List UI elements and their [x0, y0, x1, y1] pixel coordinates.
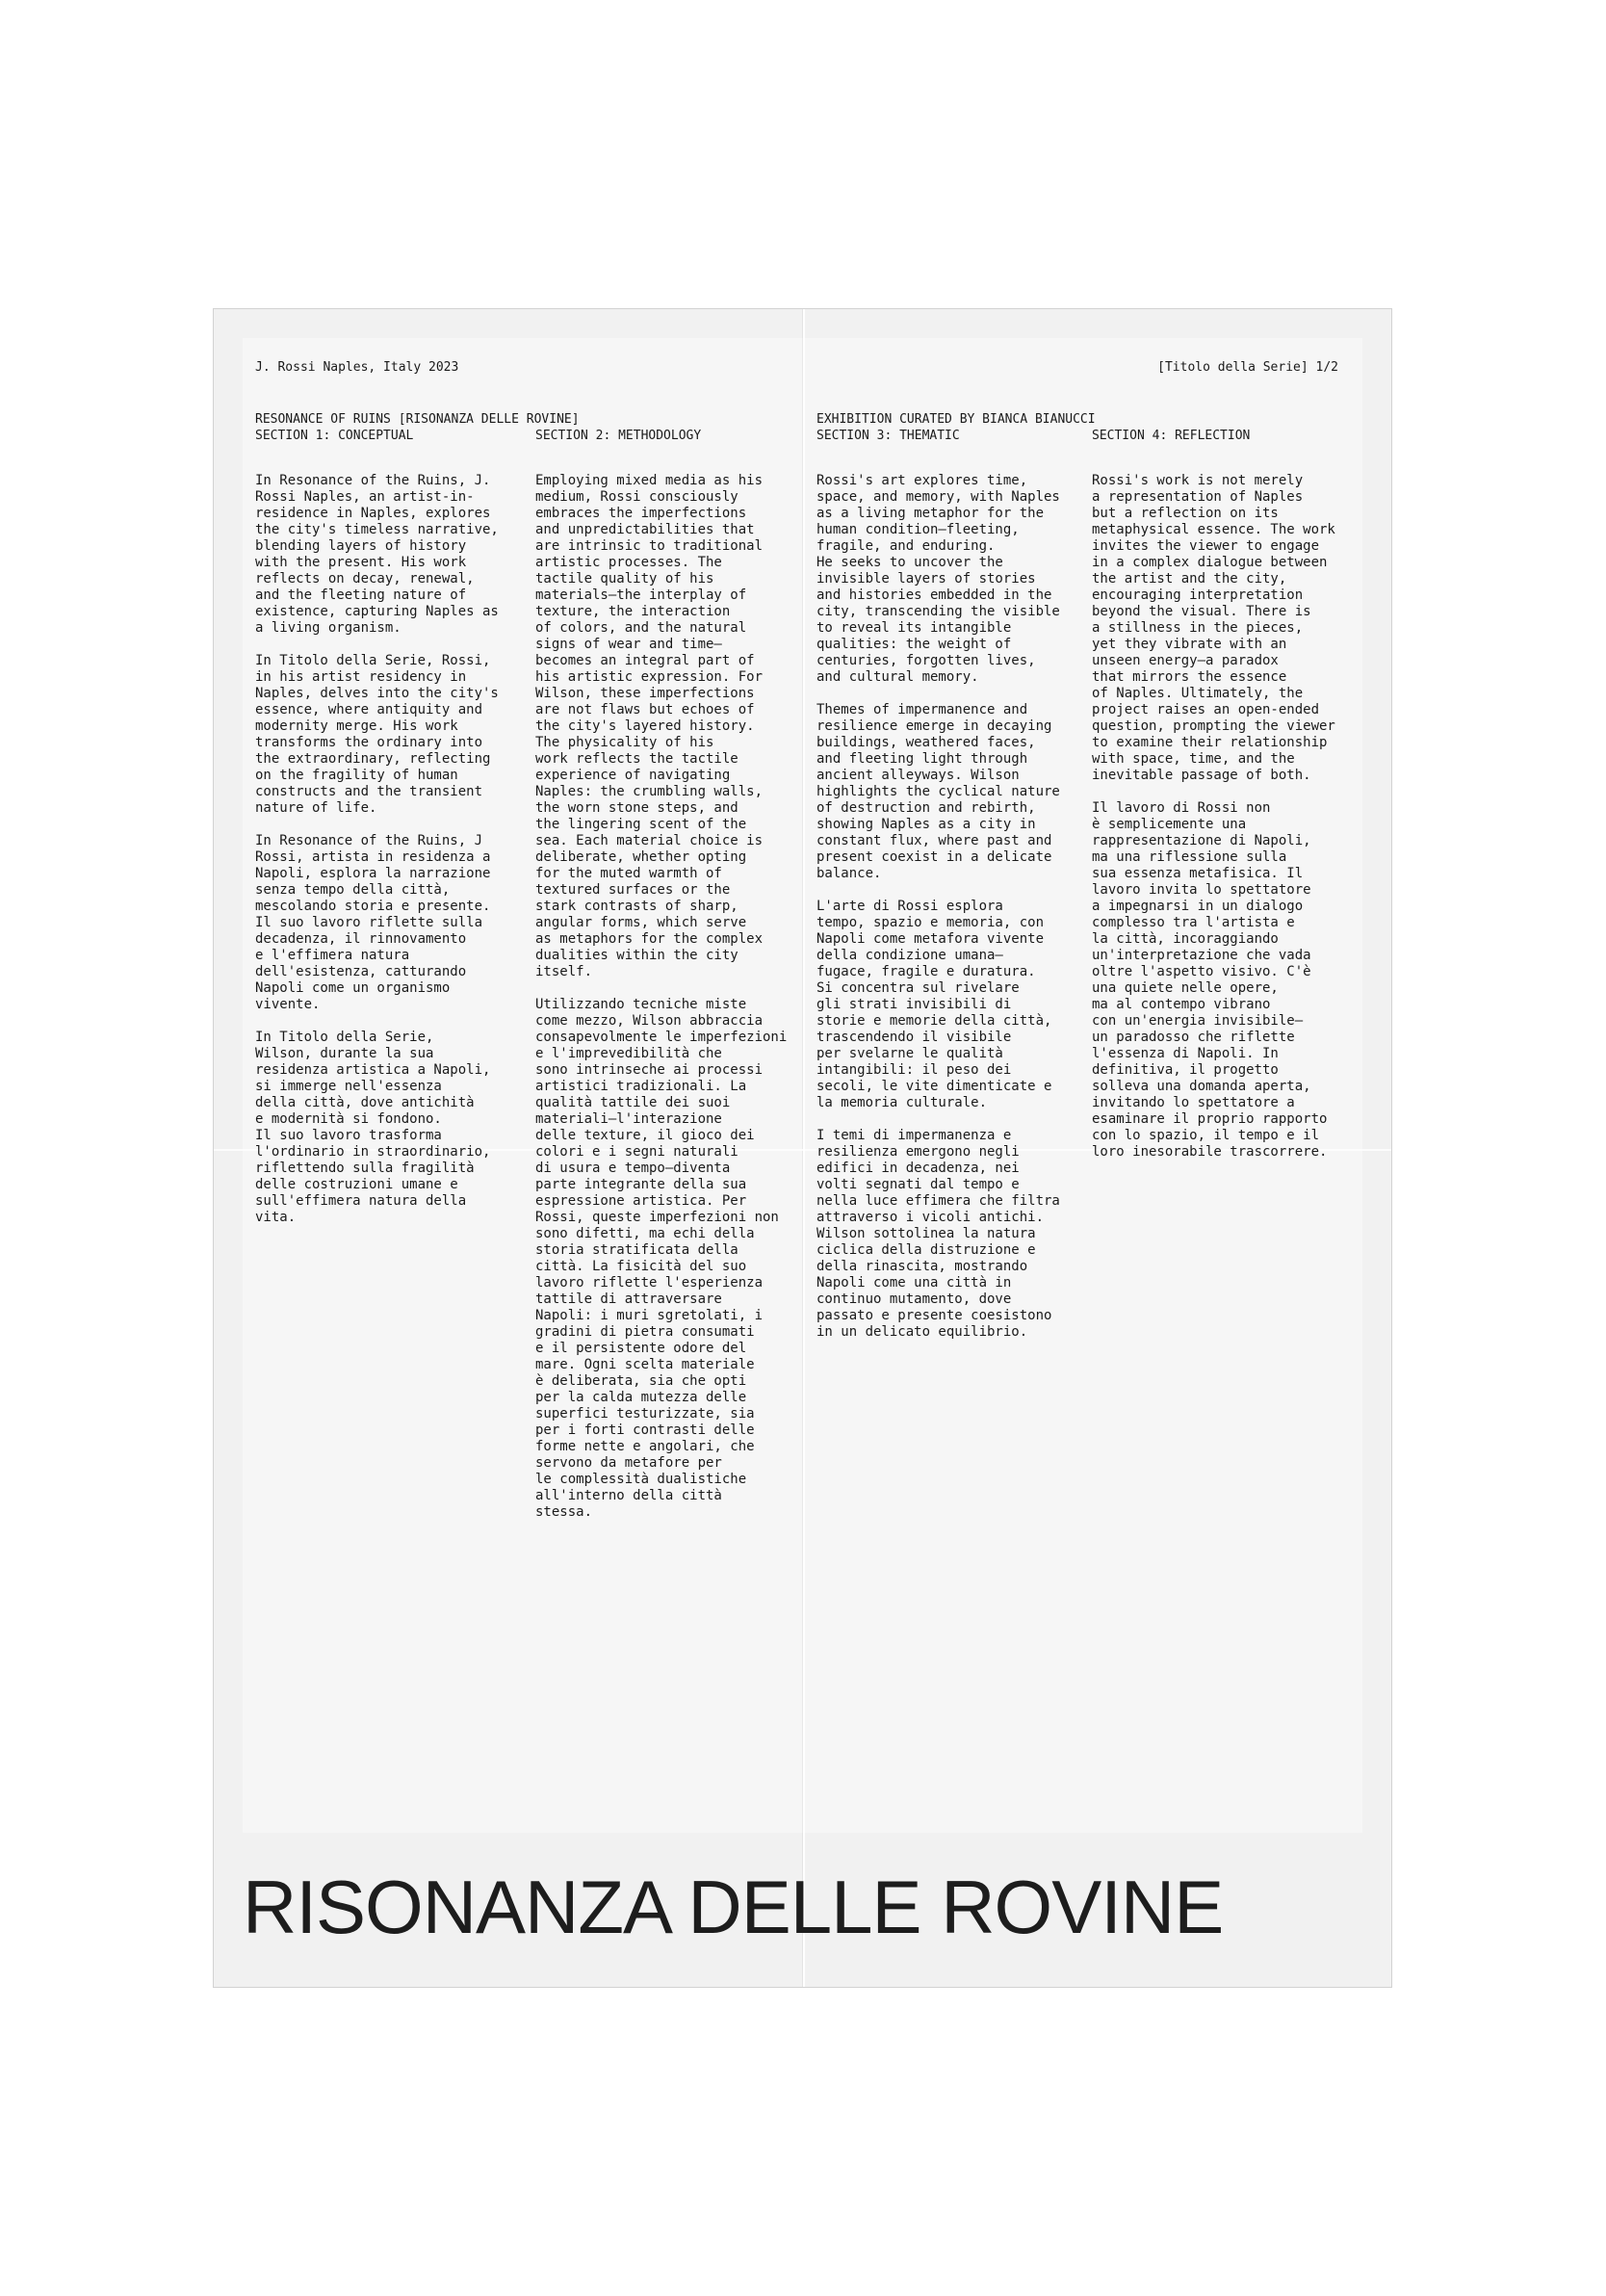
- header-right: [Titolo della Serie] 1/2: [1157, 360, 1338, 375]
- paragraph: Rossi's work is not merely a representation of Naples but a reflection on its metaphysical essence. The work invites the viewer to engage in a complex dialogue between the artist and the city, encouraging interpretation beyond the visual. There is a stillness in the pieces, yet they vibrate with an unseen energy—a paradox that mirrors the essence of Naples. Ultimately, the project raises an open-ended question, prompting the viewer to examine their relationship with space, time, and the inevitable passage of both.: [1092, 473, 1335, 783]
- paragraph: In Resonance of the Ruins, J. Rossi Naples, an artist-in- residence in Naples, explores the city's timeless narrative, blending layers of history with the present. His work reflects on decay, renewal, and the fleeting nature of existence, capturing Naples as a living organism.: [255, 473, 499, 636]
- section-3-label: SECTION 3: THEMATIC: [816, 429, 960, 443]
- paragraph: L'arte di Rossi esplora tempo, spazio e memoria, con Napoli come metafora vivente della condizione umana— fugace, fragile e duratura. Si concentra sul rivelare gli strati invisibili di storie e memorie della città, trascendendo il visibile per svelarne le qualità intangibili: il peso dei secoli, le vite dimenticate e la memoria culturale.: [816, 899, 1052, 1110]
- section-2-label: SECTION 2: METHODOLOGY: [535, 429, 702, 443]
- section-4-label: SECTION 4: REFLECTION: [1092, 429, 1251, 443]
- section-1-label: SECTION 1: CONCEPTUAL: [255, 429, 414, 443]
- paragraph: I temi di impermanenza e resilienza emergono negli edifici in decadenza, nei volti segnati dal tempo e nella luce effimera che filtra attraverso i vicoli antichi. Wilson sottolinea la natura ciclica della distruzione e della rinascita, mostrando Napoli come una città in continuo mutamento, dove passato e presente coesistono in un delicato equilibrio.: [816, 1128, 1060, 1340]
- section-2-column: [535, 473, 815, 1537]
- paragraph: Il lavoro di Rossi non è semplicemente una rappresentazione di Napoli, ma una riflessione sulla sua essenza metafisica. Il lavoro invita lo spettatore a impegnarsi in un dialogo complesso tra l'artista e la città, incoraggiando un'interpretazione che vada oltre l'aspetto visivo. C'è una quiete nelle opere, ma al contempo vibrano con un'energia invisibile— un paradosso che riflette l'essenza di Napoli. In definitiva, il progetto solleva una domanda aperta, invitando lo spettatore a esaminare il proprio rapporto con lo spazio, il tempo e il loro inesorabile trascorrere.: [1092, 800, 1328, 1160]
- paragraph: In Resonance of the Ruins, J Rossi, artista in residenza a Napoli, esplora la narrazione senza tempo della città, mescolando storia e presente. Il suo lavoro riflette sulla decadenza, il rinnovamento e l'effimera natura dell'esistenza, catturando Napoli come un organismo vivente.: [255, 833, 491, 1012]
- paragraph: Utilizzando tecniche miste come mezzo, Wilson abbraccia consapevolmente le imperfezioni e l'imprevedibilità che sono intrinseche ai processi artistici tradizionali. La qualità tattile dei suoi materiali—l'interazione delle texture, il gioco dei colori e i segni naturali di usura e tempo—diventa parte integrante della sua espressione artistica. Per Rossi, queste imperfezioni non sono difetti, ma echi della storia stratificata della città. La fisicità del suo lavoro riflette l'esperienza tattile di attraversare Napoli: i muri sgretolati, i gradini di pietra consumati e il persistente odore del mare. Ogni scelta materiale è deliberata, sia che opti per la calda mutezza delle superfici testurizzate, sia per i forti contrasti delle forme nette e angolari, che servono da metafore per le complessità dualistiche all'interno della città stessa.: [535, 997, 788, 1520]
- paragraph: Employing mixed media as his medium, Rossi consciously embraces the imperfections and unpredictabilities that are intrinsic to traditional artistic processes. The tactile quality of his materials—the interplay of texture, the interaction of colors, and the natural signs of wear and time— becomes an integral part of his artistic expression. For Wilson, these imperfections are not flaws but echoes of the city's layered history. The physicality of his work reflects the tactile experience of navigating Naples: the crumbling walls, the worn stone steps, and the lingering scent of the sea. Each material choice is deliberate, whether opting for the muted warmth of textured surfaces or the stark contrasts of sharp, angular forms, which serve as metaphors for the complex dualities within the city itself.: [535, 473, 764, 979]
- section-3-column: [816, 473, 1096, 1357]
- poster-big-title: RISONANZA DELLE ROVINE: [243, 1865, 1224, 1949]
- section-1-column: [255, 473, 534, 1242]
- title-left: RESONANCE OF RUINS [RISONANZA DELLE ROVINE]: [255, 412, 580, 427]
- paragraph: Rossi's art explores time, space, and memory, with Naples as a living metaphor for the human condition—fleeting, fragile, and enduring. He seeks to uncover the invisible layers of stories and histories embedded in the city, transcending the visible to reveal its intangible qualities: the weight of centuries, forgotten lives, and cultural memory.: [816, 473, 1060, 685]
- paragraph: In Titolo della Serie, Rossi, in his artist residency in Naples, delves into the city's essence, where antiquity and modernity merge. His work transforms the ordinary into the extraordinary, reflecting on the fragility of human constructs and the transient nature of life.: [255, 653, 499, 816]
- paragraph: In Titolo della Serie, Wilson, durante la sua residenza artistica a Napoli, si immerge nell'essenza della città, dove antichità e modernità si fondono. Il suo lavoro trasforma l'ordinario in straordinario, riflettendo sulla fragilità delle costruzioni umane e sull'effimera natura della vita.: [255, 1030, 491, 1225]
- section-4-column: [1092, 473, 1371, 1177]
- poster-sheet: [213, 308, 1392, 1988]
- header-left: J. Rossi Naples, Italy 2023: [255, 360, 459, 375]
- title-right: EXHIBITION CURATED BY BIANCA BIANUCCI: [816, 412, 1096, 427]
- paragraph: Themes of impermanence and resilience emerge in decaying buildings, weathered faces, and fleeting light through ancient alleyways. Wilson highlights the cyclical nature of destruction and rebirth, showing Naples as a city in constant flux, where past and present coexist in a delicate balance.: [816, 702, 1060, 881]
